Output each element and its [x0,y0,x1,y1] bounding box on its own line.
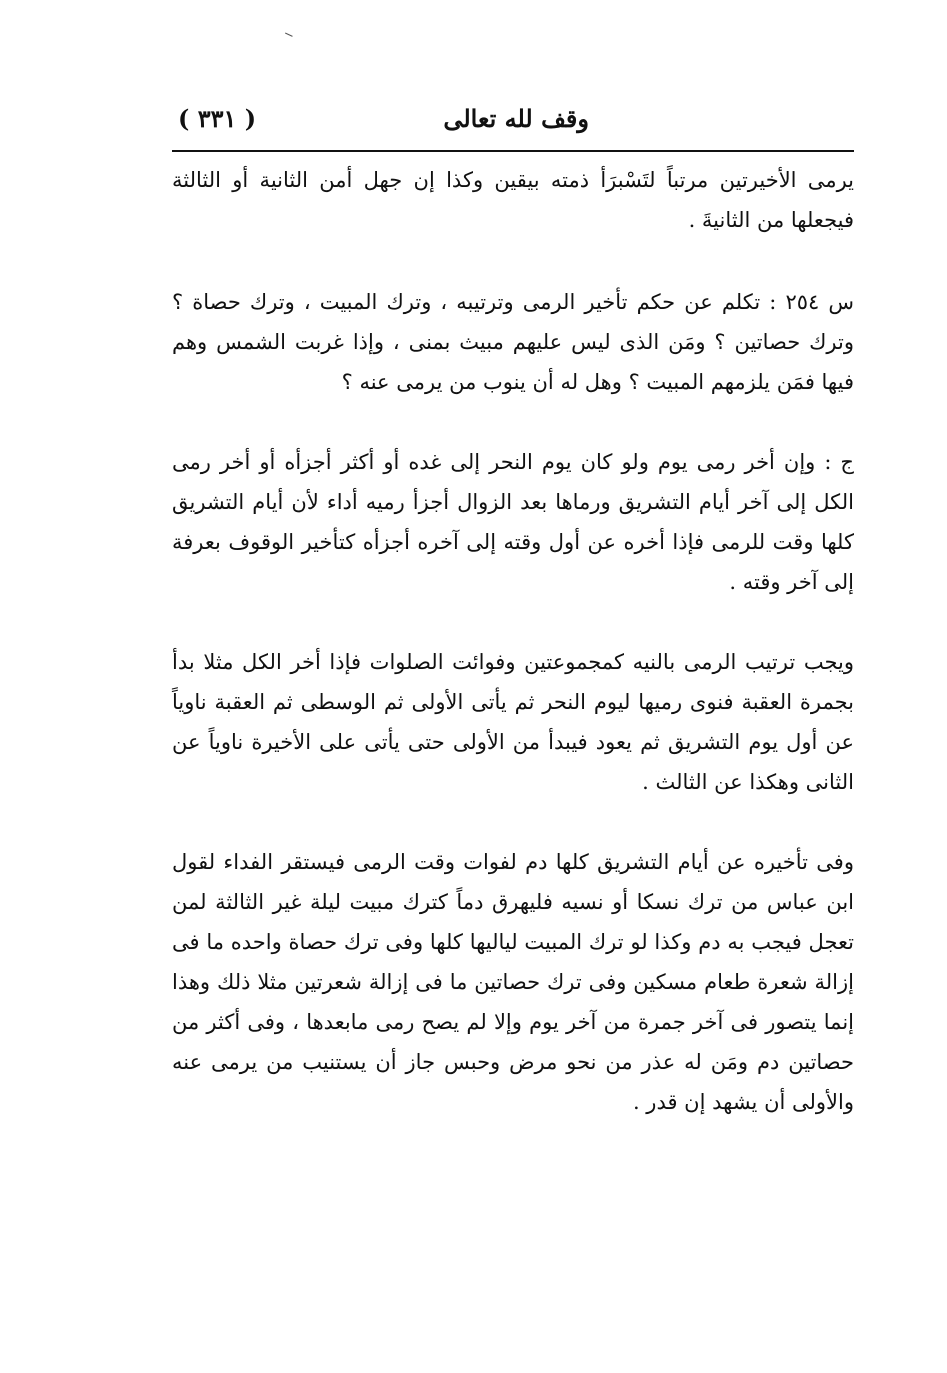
paragraph-answer: ج : وإن أخر رمى يوم ولو كان يوم النحر إلى غده أو أكثر أجزأه أو أخر رمى الكل إلى آخر أيام التشريق ورماها بعد الزوال أجزأ رميه أداء لأن أيام التشريق كلها وقت للرمى فإذا أخره عن أول وقته إلى آخره أجزأه كتأخير الوقوف بعرفة إلى آخر وقته . [172,450,854,594]
paragraph-question-254: س ٢٥٤ : تكلم عن حكم تأخير الرمى وترتيبه ، وترك المبيت ، وترك حصاة ؟ وترك حصاتين ؟ ومَن الذى ليس عليهم مبيث بمنى ، وإذا غربت الشمس وهم فيها فمَن يلزمهم المبيت ؟ وهل له أن ينوب من يرمى عنه ؟ [172,290,854,394]
page-number: ( ٣٣١ ) [178,104,257,133]
scan-speck [283,33,292,41]
running-title: وقف لله تعالى [443,104,589,133]
page-header [172,100,854,142]
paragraph-delay-penalty: وفى تأخيره عن أيام التشريق كلها دم لفوات وقت الرمى فيستقر الفداء لقول ابن عباس من ترك نسكا أو نسيه فليهرق دماً كترك مبيت ليلة غير الثالثة لمن تعجل فيجب به دم وكذا لو ترك المبيت لياليها كلها وفى ترك حصاة واحده ما فى إزالة شعرة طعام مسكين وفى ترك حصاتين ما فى إزالة شعرتين مثلا ذلك وهذا إنما يتصور فى آخر جمرة من آخر يوم وإلا لم يصح رمى مابعدها ، وفى أكثر من حصاتين دم ومَن له عذر من نحو مرض وحبس جاز أن يستنيب من يرمى عنه والأولى أن يشهد إن قدر . [172,850,854,1114]
header-rule [172,150,854,152]
paragraph-order-of-stoning: ويجب ترتيب الرمى بالنيه كمجموعتين وفوائت الصلوات فإذا أخر الكل مثلا بدأ بجمرة العقبة فنوى رميها ليوم النحر ثم يأتى الأولى ثم الوسطى ثم العقبة ناوياً عن أول يوم التشريق ثم يعود فيبدأ من الأولى حتى يأتى على الأخيرة ناوياً عن الثانى وهكذا عن الثالث . [172,650,854,794]
paragraph-continuation: يرمى الأخيرتين مرتباً لتَسْبرَأ ذمته بيقين وكذا إن جهل أمن الثانية أو الثالثة فيجعلها من الثانيةَ . [172,168,854,232]
book-page [172,100,854,1122]
